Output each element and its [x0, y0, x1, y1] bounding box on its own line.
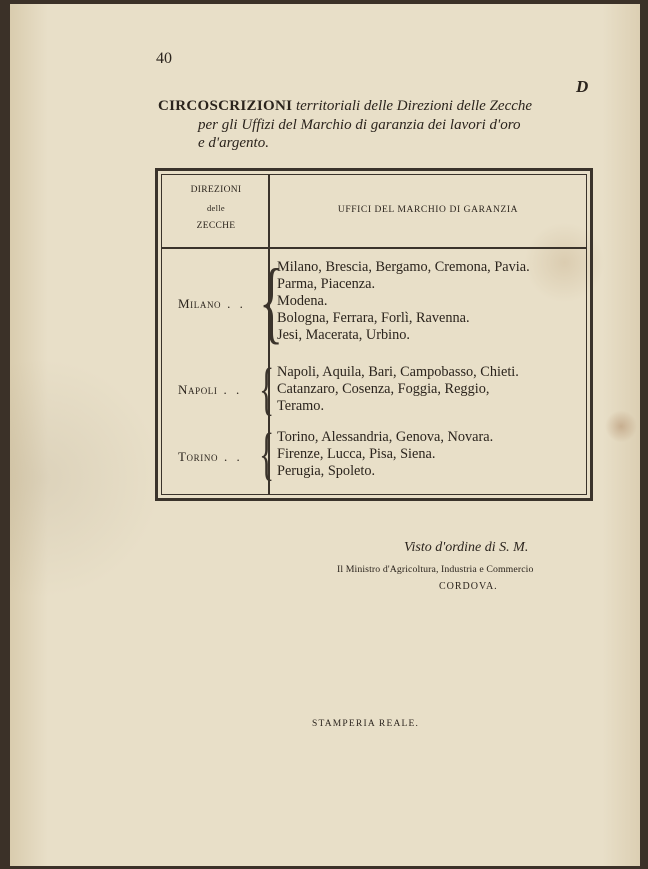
header-direzioni-line1: DIREZIONI [190, 185, 242, 195]
page-number: 40 [156, 50, 172, 67]
brace-glyph: { [259, 356, 275, 421]
uffici-line: Napoli, Aquila, Bari, Campobasso, Chieti. [277, 364, 519, 380]
brace-glyph: { [259, 250, 284, 352]
direzione-label: Milano [178, 296, 222, 311]
heading-line1: territoriali delle Direzioni delle Zecche [295, 98, 533, 114]
uffici-line: Parma, Piacenza. [277, 276, 376, 292]
header-uffici: UFFICI DEL MARCHIO DI GARANZIA [337, 205, 519, 215]
leader-dots: . . [224, 449, 243, 464]
printer-imprint: STAMPERIA REALE. [312, 719, 420, 729]
uffici-line: Torino, Alessandria, Genova, Novara. [277, 429, 494, 445]
document-heading [158, 97, 598, 153]
heading-line3: e d'argento. [198, 135, 269, 151]
uffici-list [277, 364, 519, 415]
uffici-line: Teramo. [277, 398, 325, 414]
direzione-name [178, 296, 246, 312]
leader-dots: . . [223, 382, 243, 397]
header-direzioni [164, 181, 268, 235]
uffici-line: Milano, Brescia, Bergamo, Cremona, Pavia. [277, 259, 530, 275]
direzione-name [178, 382, 242, 398]
ministro-line: Il Ministro d'Agricoltura, Industria e Commercio [337, 564, 534, 575]
heading-lead: CIRCOSCRIZIONI [158, 98, 293, 114]
uffici-line: Jesi, Macerata, Urbino. [277, 327, 410, 343]
uffici-line: Perugia, Spoleto. [277, 463, 376, 479]
uffici-line: Firenze, Lucca, Pisa, Siena. [277, 446, 436, 462]
circoscrizioni-table [155, 168, 593, 501]
uffici-line: Modena. [277, 293, 328, 309]
visto-line: Visto d'ordine di S. M. [404, 540, 529, 555]
direzione-label: Torino [178, 449, 219, 464]
brace-glyph: { [259, 421, 275, 486]
header-direzioni-line2: delle [206, 203, 226, 213]
signer-name: CORDOVA. [439, 581, 498, 592]
uffici-list [277, 259, 530, 344]
uffici-list [277, 429, 493, 480]
header-direzioni-line3: ZECCHE [196, 221, 236, 231]
uffici-line: Bologna, Ferrara, Forlì, Ravenna. [277, 310, 470, 326]
header-divider [162, 247, 586, 249]
leader-dots: . . [227, 296, 246, 311]
direzione-name [178, 449, 243, 465]
appendix-letter: D [576, 77, 589, 96]
heading-line2: per gli Uffizi del Marchio di garanzia dei lavori d'oro [198, 117, 521, 133]
uffici-line: Catanzaro, Cosenza, Foggia, Reggio, [277, 381, 490, 397]
direzione-label: Napoli [178, 382, 218, 397]
